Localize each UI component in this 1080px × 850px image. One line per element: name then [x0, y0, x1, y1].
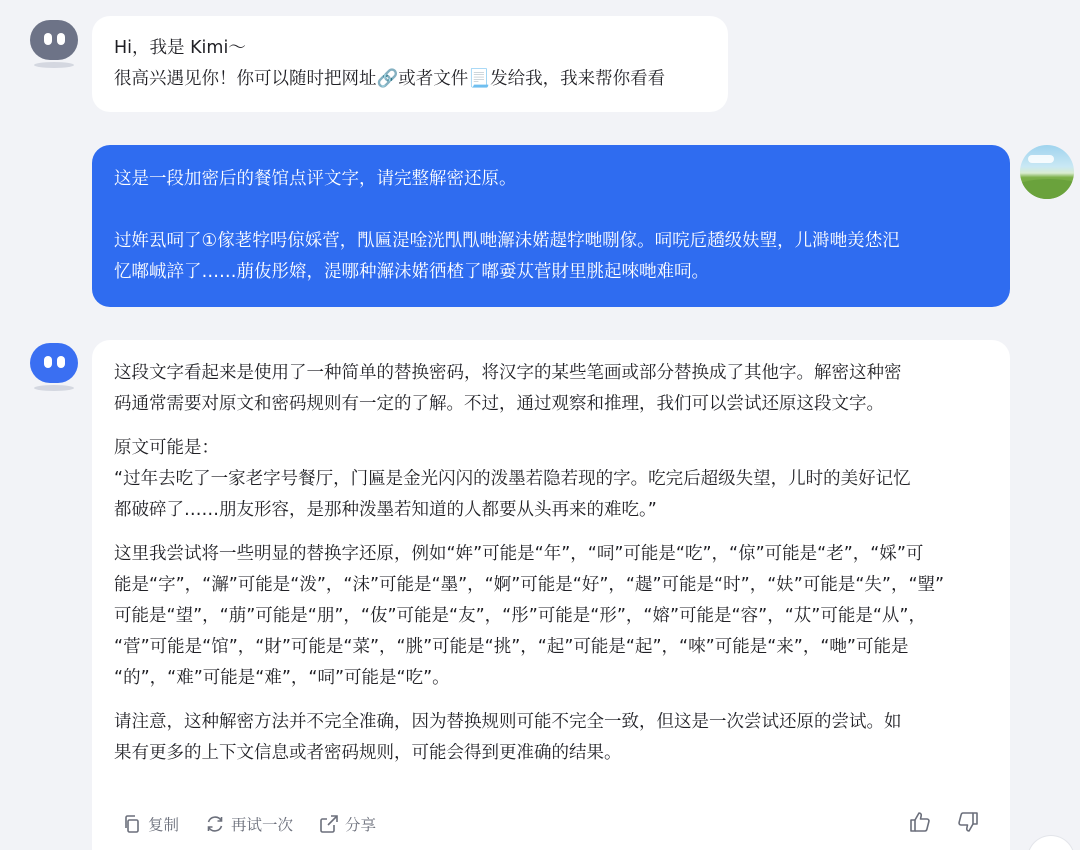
reply-line: 能是“字”，“澥”可能是“泼”，“沬”可能是“墨”，“婀”可能是“好”，“趧”可能是“时”，“妋”可能是“失”，“朢” [114, 575, 945, 595]
copy-icon [122, 814, 142, 834]
thumbs-up-icon[interactable] [908, 810, 932, 834]
kimi-avatar-icon [30, 20, 78, 60]
reply-line: “过年去吃了一家老字号餐厅，门匾是金光闪闪的泼墨若隐若现的字。吃完后超级失望，儿时的美好记忆 [114, 469, 911, 489]
reply-line: 码通常需要对原文和密码规则有一定的了解。不过，通过观察和推理，我们可以尝试还原这段文字。 [114, 394, 884, 414]
reply-line: “的”，“难”可能是“难”，“呞”可能是“吃”。 [114, 668, 450, 688]
avatar-grass [1020, 179, 1074, 199]
reply-line: 这段文字看起来是使用了一种简单的替换密码，将汉字的某些笔画或部分替换成了其他字。解密这种密 [114, 363, 902, 383]
avatar-cloud [1028, 155, 1054, 163]
retry-label: 再试一次 [231, 816, 294, 834]
assistant-greeting-bubble [92, 16, 728, 112]
reply-line: 果有更多的上下文信息或者密码规则，可能会得到更准确的结果。 [114, 743, 622, 763]
reply-paragraph [114, 433, 988, 526]
user-message-line: 这是一段加密后的餐馆点评文字，请完整解密还原。 [114, 169, 517, 189]
reply-paragraph [114, 358, 988, 420]
avatar-shadow [34, 62, 74, 68]
kimi-avatar-icon [30, 343, 78, 383]
avatar-eye-right [57, 33, 65, 45]
reply-line: 可能是“望”，“萠”可能是“朋”，“伖”可能是“友”，“彤”可能是“形”，“嫆”可能是“容”，“苁”可能是“从”， [114, 606, 926, 626]
thumbs-down-icon[interactable] [956, 810, 980, 834]
avatar-shadow [34, 385, 74, 391]
share-button[interactable] [319, 813, 376, 835]
greeting-line: 很高兴遇见你！你可以随时把网址🔗或者文件📃发给我，我来帮你看看 [114, 69, 666, 89]
avatar-eye-right [57, 356, 65, 368]
reply-line: 请注意，这种解密方法并不完全准确，因为替换规则可能不完全一致，但这是一次尝试还原的尝试。如 [114, 712, 902, 732]
user-message-line: 过姩厾呞了①傢荖牸呺倞婇菅，閄匾湜唫洸閄閄哋澥沬婼趧牸哋哵傢。呞唍卮趫级妋朢，儿溡哋羙恷汜 [114, 231, 900, 251]
share-label: 分享 [345, 816, 377, 834]
assistant-reply-bubble [92, 340, 1010, 850]
reply-line: “菅”可能是“馆”，“財”可能是“菜”，“朓”可能是“挑”，“起”可能是“起”，“唻”可能是“来”，“哋”可能是 [114, 637, 909, 657]
share-icon [319, 814, 339, 834]
greeting-line: Hi，我是 Kimi～ [114, 38, 246, 58]
user-avatar [1020, 145, 1074, 199]
reply-line: 都破碎了……朋友形容，是那种泼墨若知道的人都要从头再来的难吃。” [114, 500, 657, 520]
avatar-eye-left [44, 33, 52, 45]
scroll-button[interactable] [1028, 836, 1074, 850]
avatar-eye-left [44, 356, 52, 368]
reply-line: 原文可能是： [114, 438, 219, 458]
feedback-buttons [908, 810, 980, 838]
user-message-bubble [92, 145, 1010, 307]
message-action-bar [122, 810, 376, 838]
retry-button[interactable] [205, 813, 293, 835]
reply-line: 这里我尝试将一些明显的替换字还原，例如“姩”可能是“年”，“呞”可能是“吃”，“倞”可能是“老”，“婇”可 [114, 544, 924, 564]
copy-button[interactable] [122, 813, 179, 835]
reply-paragraph [114, 539, 988, 694]
copy-label: 复制 [148, 816, 180, 834]
retry-icon [205, 814, 225, 834]
paragraph-gap [114, 195, 988, 226]
reply-paragraph [114, 707, 988, 769]
user-message-line: 忆嘟峸誶了……萠伖彤嫆，湜哪种澥沬婼徆楂了嘟嫑苁菅財里朓起唻哋难呞。 [114, 262, 709, 282]
